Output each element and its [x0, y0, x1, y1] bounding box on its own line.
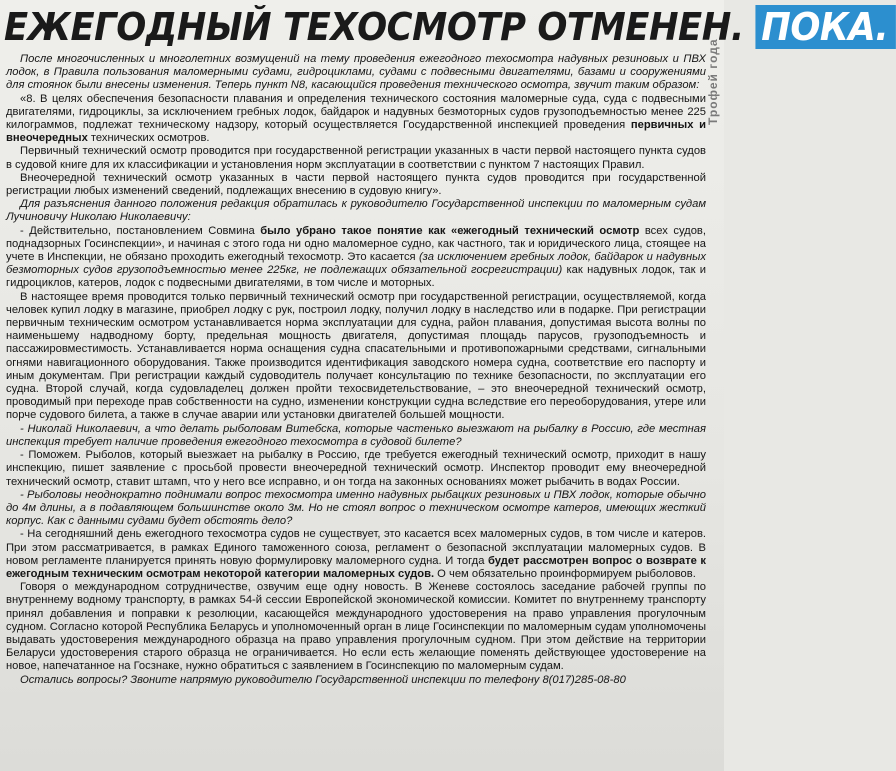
quote-bold-text: первичных и внеочередных	[6, 119, 706, 145]
question-3: - Рыболовы неоднократно поднимали вопрос техосмотра именно надувных рыбацких резиновых и ПВХ лодок, которые обычно до 4м длины, а в подавляющем большинстве около 3м. Но не стоял вопрос о техническом осмотре катеров, имеющих жесткий корпус. Как с данными судами будет обстоять дело?	[6, 488, 706, 528]
answer-bold-text: было убрано такое понятие как «ежегодный технический осмотр	[260, 224, 640, 237]
headline-accent: ПОКА.	[756, 5, 896, 49]
question-2: - Николай Николаевич, а что делать рыболовам Витебска, которые частенько выезжают на рыбалку в Россию, где местная инспекция требует наличие проведения ежегодного техосмотра в судовой билете?	[6, 422, 706, 448]
headline-main: ЕЖЕГОДНЫЙ ТЕХОСМОТР ОТМЕНЕН.	[4, 5, 744, 49]
quote-paragraph-3: Внеочередной технический осмотр указанных в части первой настоящего пункта судов проводится при государственной регистрации любых изменений сведений, подлежащих внесению в судовую книгу».	[6, 171, 706, 198]
answer-text: О чем обязательно проинформируем рыболовов.	[434, 567, 696, 580]
quote-paragraph-2: Первичный технический осмотр проводится при государственной регистрации указанных в части первой настоящего пункта судов в судовой книге для их классификации и установления норм эксплуатации в соответствии с пунктом 7 настоящих Правил.	[6, 145, 706, 171]
answer-text: как надувных лодок, так и гидроциклов, катеров, лодок с подвесными двигателями, в том числе и моторных.	[6, 264, 707, 290]
answer-italic-text: (за исключением гребных лодок, байдарок и надувных безмоторных судов грузоподъемностью менее 225кг, не подлежащих обязательной госрегистрации)	[6, 251, 706, 277]
answer-1	[6, 225, 706, 291]
answer-text: - На сегодняшний день ежегодного техосмотра судов не существует, это касается всех маломерных судов, в том числе и катеров. При этом рассматривается, в рамках Единого таможенного союза, регламент о безопасной эксплуатации маломерных судов. В новом регламенте планируется принять новую формулировку маломерного судна. И тогда	[6, 528, 706, 567]
question-1: Для разъяснения данного положения редакция обратилась к руководителю Государственной инспекции по маломерным судам Лучиновичу Николаю Николаевичу:	[6, 198, 706, 224]
answer-text: - Действительно, постановлением Совмина	[20, 224, 261, 237]
answer-4: Говоря о международном сотрудничестве, озвучим еще одну новость. В Женеве состоялось заседание рабочей группы по внутреннему водному транспорту, в рамках 54-й сессии Европейской экономической комиссии. Комитет по внутреннему транспорту принял добавления и поправки к резолюции, касающейся международного удостоверения на право управления прогулочным судном. Согласно которой Республика Беларусь и уполномоченный орган в лице Госинспекции по маломерным судам уполномочены выдавать удостоверения международного образца на право управления прогулочным судном. При этом действие на территории Беларуси удостоверения старого образца не ограничивается. Но если есть желающие поменять действующее удостоверение на новое, напечатанное на Госзнаке, нужно обратиться с заявлением в Госинспекцию по маломерным судам.	[6, 581, 706, 673]
answer-3	[6, 528, 706, 581]
article-body	[6, 53, 706, 769]
quote-text: «8. В целях обеспечения безопасности плавания и определения технического состояния маломерные суда, суда с подвесными двигателями, гидроциклы, за исключением гребных лодок, байдарок и надувных безмоторных судов грузоподъемностью менее 225 килограммов, подлежат техническому надзору, который осуществляется Государственной инспекцией проведения	[6, 92, 706, 132]
article-headline	[4, 2, 889, 52]
answer-1-continued: В настоящее время проводится только первичный технический осмотр при государственной регистрации, осуществляемой, когда человек купил лодку в магазине, приобрел лодку с рук, построил лодку, получил лодку в наследство или в подарке. При регистрации первичным техническим осмотром устанавливается норма эксплуатации для судна, район плавания, допустимая высота волны по наименьшему надводному борту, предельная мощность двигателя, допустимая площадь парусов, грузоподъемность и пассажировместимость. Устанавливается норма оснащения судна спасательными и противопожарными средствами, сигнальными огнями навигационного оборудования. Также производится идентификация заводского номера судна, соответствие его паспорту и иным документам. При регистрации каждый судоводитель получает консультацию по технике безопасности, по эксплуатации его судна. Второй случай, когда судовладелец должен пройти техосвидетельствование, – это внеочередной технический осмотр, проводимый при переходе прав собственности на судно, изменении конструкции судна вследствие его переоборудования, утере или порче судового билета, а также в случае аварии или установки двигателей большей мощности.	[6, 290, 706, 422]
article-intro: После многочисленных и многолетних возмущений на тему проведения ежегодного техосмотра надувных резиновых и ПВХ лодок, в Правила пользования маломерными судами, гидроциклами, судами с подвесными двигателями, базами и сооружениями для стоянок были внесены изменения. Теперь пункт N8, касающийся проведения технического осмотра, звучит таким образом:	[6, 53, 706, 92]
quote-paragraph-1	[6, 93, 706, 146]
answer-2: - Поможем. Рыболов, который выезжает на рыбалку в Россию, где требуется ежегодный технический осмотр, приходит в нашу инспекцию, пишет заявление с просьбой провести внеочередной технический осмотр. Инспектор проводит ему внеочередной технический осмотр, ставит штамп, что у него все исправно, и он тогда на законных основаниях может рыбачить в водах России.	[6, 449, 706, 488]
quote-text: технических осмотров.	[87, 132, 210, 145]
closing-contact-line: Остались вопросы? Звоните напрямую руководителю Государственной инспекции по телефону 8(017)285-08-80	[20, 673, 626, 686]
side-section-label: Трофей года	[706, 38, 720, 125]
answer-bold-text: будет рассмотрен вопрос о возврате к ежегодным техническим осмотрам некоторой категории маломерных судов.	[6, 554, 706, 580]
answer-text: всех судов, поднадзорных Госинспекции», и начиная с этого года ни одно маломерное судно, как частного, так и юридического лица, стоящее на учете в Инспекции, не обязано проходить ежегодный техосмотр. Это касается	[6, 224, 706, 264]
